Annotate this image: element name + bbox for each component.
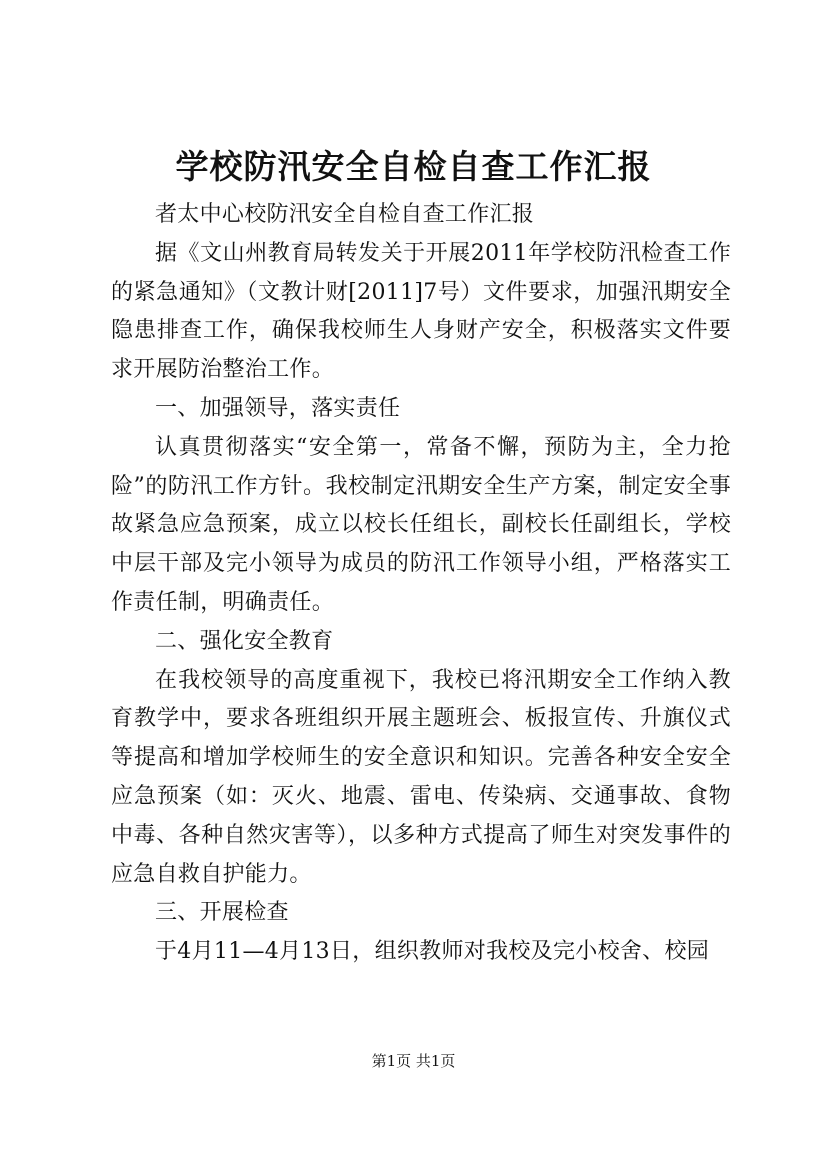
document-body [111,196,731,972]
section-1-paragraph: 认真贯彻落实“安全第一，常备不懈，预防为主，全力抢险”的防汛工作方针。我校制定汛期安全生产方案，制定安全事故紧急应急预案，成立以校长任组长，副校长任副组长，学校中层干部及完小领导为成员的防汛工作领导小组，严格落实工作责任制，明确责任。 [111,434,731,615]
section-2-paragraph: 在我校领导的高度重视下，我校已将汛期安全工作纳入教育教学中，要求各班组织开展主题班会、板报宣传、升旗仪式等提高和增加学校师生的安全意识和知识。完善各种安全安全应急预案（如：灭火、地震、雷电、传染病、交通事故、食物中毒、各种自然灾害等），以多种方式提高了师生对突发事件的应急自救自护能力。 [111,667,731,887]
section-heading-1: 一、加强领导，落实责任 [155,395,401,421]
document-title: 学校防汛安全自检自查工作汇报 [175,147,652,186]
section-3-paragraph: 于4月11—4月13日，组织教师对我校及完小校舍、校园 [155,939,710,965]
subtitle-paragraph: 者太中心校防汛安全自检自查工作汇报 [155,202,535,227]
section-heading-3: 三、开展检查 [155,900,289,926]
section-heading-2: 二、强化安全教育 [155,628,334,654]
intro-paragraph: 据《文山州教育局转发关于开展2011年学校防汛检查工作的紧急通知》（文教计财[2011]7号）文件要求，加强汛期安全隐患排查工作，确保我校师生人身财产安全，积极落实文件要求开展防治整治工作。 [111,240,731,383]
page-footer: 第1页 共1页 [371,1052,456,1070]
